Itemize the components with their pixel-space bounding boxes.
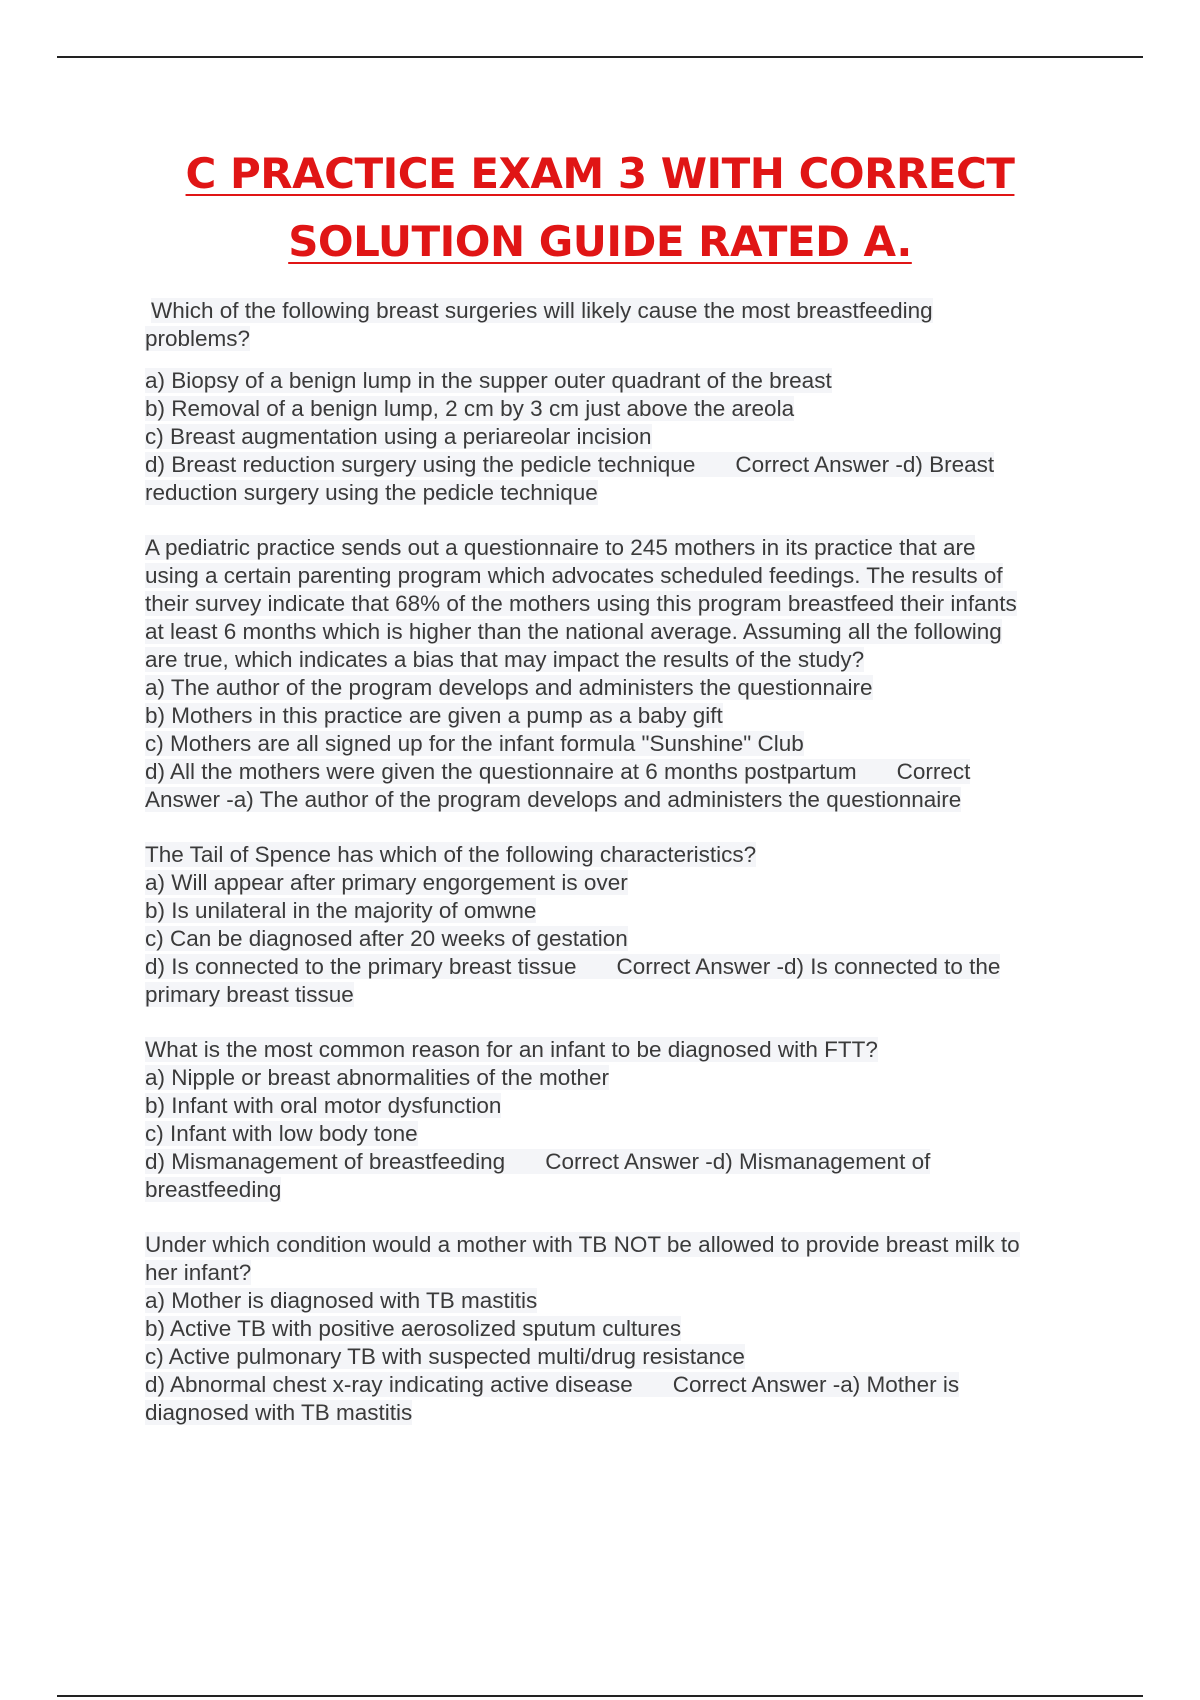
question-stem-line: Which of the following breast surgeries will likely cause the most breastfeeding: [151, 298, 933, 323]
option-b: b) Active TB with positive aerosolized sputum cultures: [145, 1316, 682, 1341]
option-b: b) Infant with oral motor dysfunction: [145, 1093, 502, 1118]
option-c: c) Breast augmentation using a periareolar incision: [145, 424, 652, 449]
title-line-1: C PRACTICE EXAM 3 WITH CORRECT: [185, 149, 1015, 198]
correct-answer: Correct Answer -d) Is connected to the: [576, 954, 1000, 979]
correct-answer-continued: primary breast tissue: [145, 982, 354, 1007]
question-4: [145, 1036, 1095, 1204]
option-c: c) Can be diagnosed after 20 weeks of gestation: [145, 926, 628, 951]
option-c: c) Active pulmonary TB with suspected multi/drug resistance: [145, 1344, 745, 1369]
question-1: [145, 297, 1095, 507]
correct-answer: Correct: [857, 759, 971, 784]
top-rule: [57, 56, 1143, 58]
correct-answer-continued: diagnosed with TB mastitis: [145, 1400, 413, 1425]
option-d: d) Is connected to the primary breast tissue Correct Answer -d) Is connected to the: [145, 954, 1001, 979]
correct-answer: Correct Answer -d) Breast: [695, 452, 994, 477]
option-a: a) Mother is diagnosed with TB mastitis: [145, 1288, 538, 1313]
question-stem-line: their survey indicate that 68% of the mothers using this program breastfeed their infants: [145, 591, 1017, 616]
bottom-rule: [57, 1695, 1143, 1697]
question-list: [145, 297, 1095, 1427]
question-stem-line: Under which condition would a mother with TB NOT be allowed to provide breast milk to: [145, 1232, 1020, 1257]
option-a: a) Will appear after primary engorgement is over: [145, 870, 628, 895]
option-d: d) Mismanagement of breastfeeding Correct Answer -d) Mismanagement of: [145, 1149, 931, 1174]
question-stem-line: her infant?: [145, 1260, 252, 1285]
option-a: a) Nipple or breast abnormalities of the mother: [145, 1065, 609, 1090]
question-stem-line: The Tail of Spence has which of the following characteristics?: [145, 842, 757, 867]
question-3: [145, 841, 1095, 1009]
option-d: d) Abnormal chest x-ray indicating active disease Correct Answer -a) Mother is: [145, 1372, 960, 1397]
document-title: [0, 140, 1200, 276]
question-stem-line: using a certain parenting program which advocates scheduled feedings. The results of: [145, 563, 1003, 588]
correct-answer-continued: breastfeeding: [145, 1177, 282, 1202]
option-a: a) The author of the program develops and administers the questionnaire: [145, 675, 873, 700]
title-line-2: SOLUTION GUIDE RATED A.: [288, 217, 912, 266]
option-c: c) Infant with low body tone: [145, 1121, 418, 1146]
option-b: b) Is unilateral in the majority of omwne: [145, 898, 537, 923]
option-b: b) Mothers in this practice are given a pump as a baby gift: [145, 703, 723, 728]
correct-answer-continued: Answer -a) The author of the program develops and administers the questionnaire: [145, 787, 962, 812]
question-stem-line: problems?: [145, 326, 251, 351]
question-stem-line: A pediatric practice sends out a questionnaire to 245 mothers in its practice that are: [145, 535, 976, 560]
option-a: a) Biopsy of a benign lump in the supper outer quadrant of the breast: [145, 368, 832, 393]
correct-answer: Correct Answer -d) Mismanagement of: [505, 1149, 930, 1174]
question-5: [145, 1231, 1095, 1427]
correct-answer-continued: reduction surgery using the pedicle technique: [145, 480, 598, 505]
option-c: c) Mothers are all signed up for the infant formula "Sunshine" Club: [145, 731, 804, 756]
option-d: d) All the mothers were given the questionnaire at 6 months postpartum Correct: [145, 759, 971, 784]
question-stem-line: are true, which indicates a bias that may impact the results of the study?: [145, 647, 865, 672]
option-b: b) Removal of a benign lump, 2 cm by 3 cm just above the areola: [145, 396, 795, 421]
question-stem-line: at least 6 months which is higher than the national average. Assuming all the following: [145, 619, 1002, 644]
question-stem-line: What is the most common reason for an infant to be diagnosed with FTT?: [145, 1037, 878, 1062]
question-2: [145, 534, 1095, 814]
option-d: d) Breast reduction surgery using the pedicle technique Correct Answer -d) Breast: [145, 452, 995, 477]
correct-answer: Correct Answer -a) Mother is: [633, 1372, 959, 1397]
